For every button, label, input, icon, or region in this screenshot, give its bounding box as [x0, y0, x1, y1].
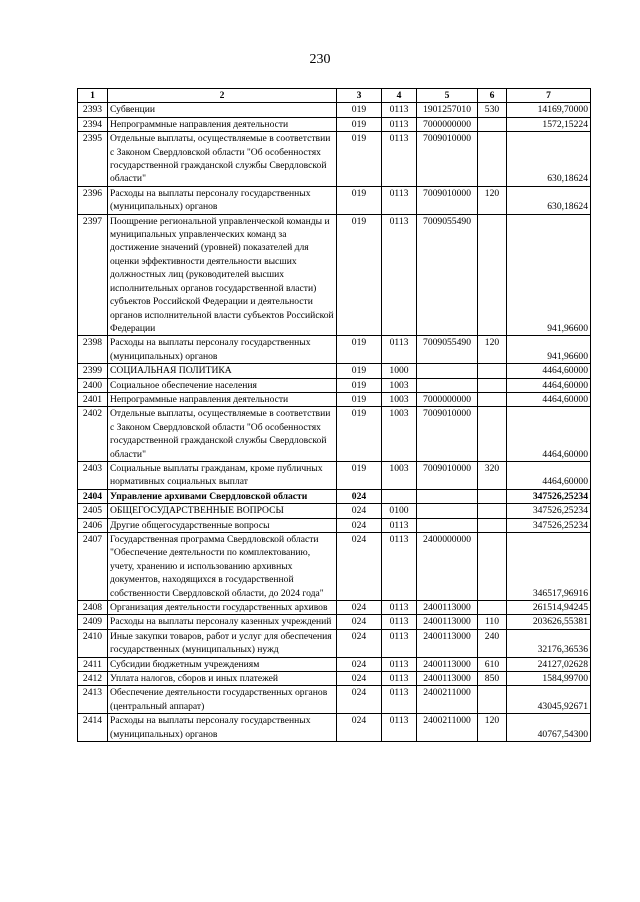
- row-number: 2397: [78, 214, 108, 336]
- row-target-code: 2400113000: [417, 672, 478, 686]
- row-amount: 261514,94245: [507, 601, 591, 615]
- row-section-code: 0113: [382, 117, 417, 131]
- table-row: [78, 117, 591, 131]
- row-number: 2413: [78, 686, 108, 714]
- row-ministry-code: 019: [337, 103, 382, 117]
- row-target-code: [417, 518, 478, 532]
- row-expense-type-code: [478, 518, 507, 532]
- row-section-code: 1003: [382, 461, 417, 489]
- row-section-code: 0113: [382, 714, 417, 742]
- row-expense-type-code: [478, 392, 507, 406]
- row-section-code: 0113: [382, 132, 417, 187]
- column-header: 7: [507, 89, 591, 103]
- row-expense-type-code: 120: [478, 186, 507, 214]
- column-header: 3: [337, 89, 382, 103]
- row-target-code: 7009010000: [417, 407, 478, 462]
- row-target-code: 7000000000: [417, 392, 478, 406]
- table-row: [78, 132, 591, 187]
- row-expense-type-code: 850: [478, 672, 507, 686]
- row-number: 2408: [78, 601, 108, 615]
- row-name: Обеспечение деятельности государственных органов (центральный аппарат): [108, 686, 337, 714]
- row-number: 2411: [78, 657, 108, 671]
- row-ministry-code: 019: [337, 407, 382, 462]
- row-name: Управление архивами Свердловской области: [108, 489, 337, 503]
- row-amount: 4464,60000: [507, 392, 591, 406]
- row-section-code: 1003: [382, 392, 417, 406]
- row-target-code: 2400211000: [417, 714, 478, 742]
- row-name: Уплата налогов, сборов и иных платежей: [108, 672, 337, 686]
- row-number: 2405: [78, 504, 108, 518]
- row-ministry-code: 019: [337, 378, 382, 392]
- column-header: 4: [382, 89, 417, 103]
- row-name: Непрограммные направления деятельности: [108, 392, 337, 406]
- row-name: СОЦИАЛЬНАЯ ПОЛИТИКА: [108, 364, 337, 378]
- table-row: [78, 629, 591, 657]
- row-number: 2406: [78, 518, 108, 532]
- row-ministry-code: 019: [337, 214, 382, 336]
- row-target-code: 7009010000: [417, 186, 478, 214]
- row-expense-type-code: [478, 489, 507, 503]
- row-name: Отдельные выплаты, осуществляемые в соответствии с Законом Свердловской области "Об особенностях государственной гражданской службы Свердловской области": [108, 407, 337, 462]
- row-number: 2399: [78, 364, 108, 378]
- table-row: [78, 364, 591, 378]
- row-expense-type-code: 610: [478, 657, 507, 671]
- row-amount: 941,96600: [507, 336, 591, 364]
- table-row: [78, 214, 591, 336]
- row-ministry-code: 024: [337, 714, 382, 742]
- row-target-code: 7009010000: [417, 132, 478, 187]
- row-section-code: [382, 489, 417, 503]
- row-name: Расходы на выплаты персоналу государственных (муниципальных) органов: [108, 714, 337, 742]
- row-expense-type-code: [478, 364, 507, 378]
- row-amount: 4464,60000: [507, 407, 591, 462]
- row-amount: 43045,92671: [507, 686, 591, 714]
- row-target-code: 7009055490: [417, 214, 478, 336]
- row-amount: 24127,02628: [507, 657, 591, 671]
- row-name: Субвенции: [108, 103, 337, 117]
- row-ministry-code: 024: [337, 601, 382, 615]
- row-number: 2398: [78, 336, 108, 364]
- row-number: 2409: [78, 615, 108, 629]
- row-expense-type-code: 240: [478, 629, 507, 657]
- row-amount: 32176,36536: [507, 629, 591, 657]
- row-name: Расходы на выплаты персоналу государственных (муниципальных) органов: [108, 186, 337, 214]
- table-header-row: [78, 89, 591, 103]
- row-number: 2414: [78, 714, 108, 742]
- row-amount: 630,18624: [507, 132, 591, 187]
- row-ministry-code: 024: [337, 489, 382, 503]
- row-number: 2407: [78, 533, 108, 601]
- row-amount: 4464,60000: [507, 461, 591, 489]
- row-target-code: [417, 378, 478, 392]
- row-section-code: 0113: [382, 657, 417, 671]
- row-number: 2400: [78, 378, 108, 392]
- row-section-code: 0113: [382, 686, 417, 714]
- row-name: Расходы на выплаты персоналу казенных учреждений: [108, 615, 337, 629]
- row-ministry-code: 024: [337, 518, 382, 532]
- row-expense-type-code: [478, 117, 507, 131]
- row-target-code: 2400113000: [417, 601, 478, 615]
- row-expense-type-code: [478, 132, 507, 187]
- row-target-code: 7009055490: [417, 336, 478, 364]
- row-amount: 1572,15224: [507, 117, 591, 131]
- row-target-code: 1901257010: [417, 103, 478, 117]
- row-ministry-code: 019: [337, 132, 382, 187]
- row-ministry-code: 019: [337, 336, 382, 364]
- table-row: [78, 336, 591, 364]
- row-amount: 941,96600: [507, 214, 591, 336]
- table-row: [78, 686, 591, 714]
- row-section-code: 0113: [382, 518, 417, 532]
- table-row: [78, 378, 591, 392]
- row-section-code: 0100: [382, 504, 417, 518]
- row-name: Другие общегосударственные вопросы: [108, 518, 337, 532]
- row-section-code: 0113: [382, 533, 417, 601]
- row-amount: 630,18624: [507, 186, 591, 214]
- row-number: 2412: [78, 672, 108, 686]
- column-header: 2: [108, 89, 337, 103]
- row-target-code: 2400000000: [417, 533, 478, 601]
- row-ministry-code: 024: [337, 686, 382, 714]
- row-number: 2395: [78, 132, 108, 187]
- row-number: 2394: [78, 117, 108, 131]
- row-amount: 4464,60000: [507, 378, 591, 392]
- row-name: Субсидии бюджетным учреждениям: [108, 657, 337, 671]
- row-expense-type-code: 110: [478, 615, 507, 629]
- row-ministry-code: 024: [337, 629, 382, 657]
- row-ministry-code: 024: [337, 615, 382, 629]
- row-target-code: [417, 504, 478, 518]
- row-expense-type-code: [478, 378, 507, 392]
- row-ministry-code: 024: [337, 504, 382, 518]
- row-name: Социальные выплаты гражданам, кроме публичных нормативных социальных выплат: [108, 461, 337, 489]
- row-name: Непрограммные направления деятельности: [108, 117, 337, 131]
- row-section-code: 0113: [382, 629, 417, 657]
- row-amount: 347526,25234: [507, 504, 591, 518]
- row-target-code: [417, 489, 478, 503]
- row-section-code: 0113: [382, 601, 417, 615]
- table-row: [78, 615, 591, 629]
- row-expense-type-code: [478, 407, 507, 462]
- row-name: Государственная программа Свердловской области "Обеспечение деятельности по комплектованию, учету, хранению и использованию архивных документов, находящихся в государственной собственности Свердловской области, до 2024 года": [108, 533, 337, 601]
- row-amount: 4464,60000: [507, 364, 591, 378]
- table-row: [78, 504, 591, 518]
- row-expense-type-code: [478, 504, 507, 518]
- row-ministry-code: 024: [337, 672, 382, 686]
- table-row: [78, 657, 591, 671]
- row-ministry-code: 019: [337, 364, 382, 378]
- row-number: 2396: [78, 186, 108, 214]
- column-header: 6: [478, 89, 507, 103]
- page-number: 230: [309, 52, 331, 67]
- row-amount: 1584,99700: [507, 672, 591, 686]
- row-section-code: 1003: [382, 378, 417, 392]
- row-ministry-code: 019: [337, 392, 382, 406]
- row-target-code: [417, 364, 478, 378]
- table-row: [78, 714, 591, 742]
- row-ministry-code: 024: [337, 533, 382, 601]
- row-amount: 347526,25234: [507, 489, 591, 503]
- row-name: Отдельные выплаты, осуществляемые в соответствии с Законом Свердловской области "Об особенностях государственной гражданской службы Свердловской области": [108, 132, 337, 187]
- row-number: 2403: [78, 461, 108, 489]
- table-row: [78, 533, 591, 601]
- row-target-code: 7000000000: [417, 117, 478, 131]
- row-ministry-code: 019: [337, 117, 382, 131]
- row-expense-type-code: 120: [478, 714, 507, 742]
- row-target-code: 2400211000: [417, 686, 478, 714]
- row-expense-type-code: 530: [478, 103, 507, 117]
- column-header: 1: [78, 89, 108, 103]
- row-expense-type-code: [478, 533, 507, 601]
- table-row: [78, 518, 591, 532]
- table-row: [78, 392, 591, 406]
- row-target-code: 2400113000: [417, 615, 478, 629]
- table-row: [78, 489, 591, 503]
- row-section-code: 1003: [382, 407, 417, 462]
- column-header: 5: [417, 89, 478, 103]
- row-amount: 347526,25234: [507, 518, 591, 532]
- table-body: [78, 103, 591, 742]
- table-row: [78, 103, 591, 117]
- row-expense-type-code: 120: [478, 336, 507, 364]
- row-number: 2402: [78, 407, 108, 462]
- row-number: 2404: [78, 489, 108, 503]
- row-name: Иные закупки товаров, работ и услуг для обеспечения государственных (муниципальных) нужд: [108, 629, 337, 657]
- row-target-code: 2400113000: [417, 657, 478, 671]
- row-name: ОБЩЕГОСУДАРСТВЕННЫЕ ВОПРОСЫ: [108, 504, 337, 518]
- row-ministry-code: 019: [337, 461, 382, 489]
- row-ministry-code: 019: [337, 186, 382, 214]
- row-target-code: 2400113000: [417, 629, 478, 657]
- row-section-code: 0113: [382, 615, 417, 629]
- row-expense-type-code: [478, 686, 507, 714]
- row-number: 2410: [78, 629, 108, 657]
- row-amount: 203626,55381: [507, 615, 591, 629]
- row-number: 2401: [78, 392, 108, 406]
- table-row: [78, 601, 591, 615]
- row-name: Поощрение региональной управленческой команды и муниципальных управленческих команд за достижение значений (уровней) показателей для оценки эффективности деятельности высших должностных лиц (руководителей высших исполнительных органов государственной власти) субъектов Российской Федерации и деятельности органов исполнительной власти субъектов Российской Федерации: [108, 214, 337, 336]
- row-section-code: 0113: [382, 214, 417, 336]
- table-row: [78, 407, 591, 462]
- table-row: [78, 186, 591, 214]
- row-expense-type-code: [478, 214, 507, 336]
- table-row: [78, 461, 591, 489]
- row-section-code: 0113: [382, 672, 417, 686]
- budget-table: [77, 88, 591, 742]
- row-section-code: 0113: [382, 336, 417, 364]
- row-number: 2393: [78, 103, 108, 117]
- row-expense-type-code: [478, 601, 507, 615]
- row-section-code: 0113: [382, 103, 417, 117]
- row-section-code: 1000: [382, 364, 417, 378]
- row-name: Расходы на выплаты персоналу государственных (муниципальных) органов: [108, 336, 337, 364]
- row-amount: 14169,70000: [507, 103, 591, 117]
- row-ministry-code: 024: [337, 657, 382, 671]
- row-section-code: 0113: [382, 186, 417, 214]
- row-amount: 40767,54300: [507, 714, 591, 742]
- table-row: [78, 672, 591, 686]
- row-amount: 346517,96916: [507, 533, 591, 601]
- row-expense-type-code: 320: [478, 461, 507, 489]
- row-target-code: 7009010000: [417, 461, 478, 489]
- row-name: Социальное обеспечение населения: [108, 378, 337, 392]
- row-name: Организация деятельности государственных архивов: [108, 601, 337, 615]
